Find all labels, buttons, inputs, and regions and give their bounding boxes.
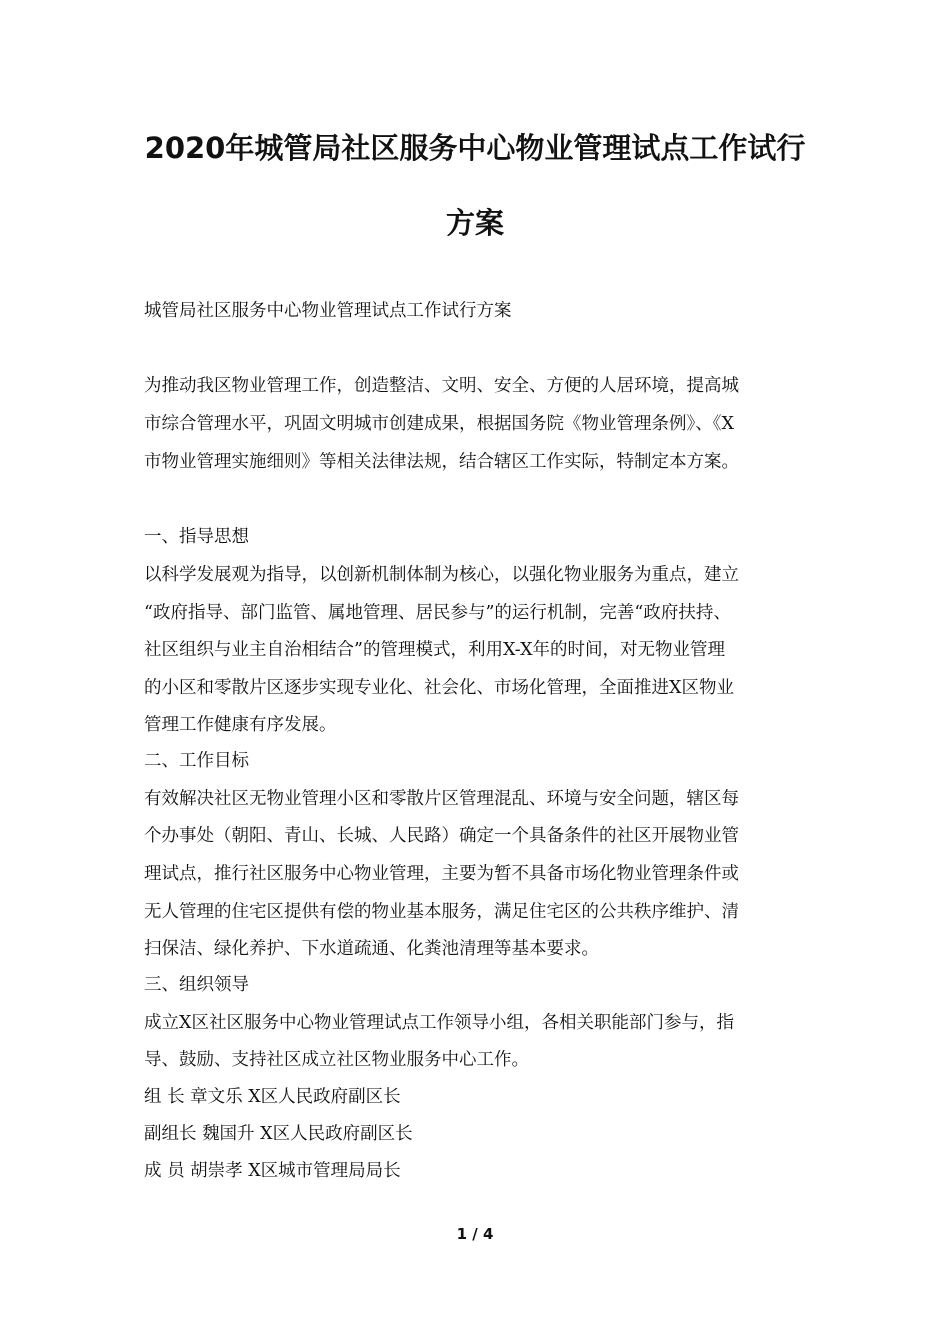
member-deputy-leader: 副组长 魏国升 X区人民政府副区长 [144, 1124, 413, 1144]
section-2-line-5: 扫保洁、绿化养护、下水道疏通、化粪池清理等基本要求。 [144, 939, 599, 959]
section-2-line-1: 有效解决社区无物业管理小区和零散片区管理混乱、环境与安全问题，辖区每 [144, 789, 739, 809]
section-1-line-2: “政府指导、部门监管、属地管理、居民参与”的运行机制，完善“政府扶持、 [144, 603, 731, 623]
section-2-line-3: 理试点，推行社区服务中心物业管理，主要为暂不具备市场化物业管理条件或 [144, 864, 739, 884]
section-heading-2: 二、工作目标 [144, 751, 249, 771]
member-member: 成 员 胡崇孝 X区城市管理局局长 [144, 1161, 401, 1181]
section-1-line-5: 管理工作健康有序发展。 [144, 715, 337, 735]
intro-line-1: 为推动我区物业管理工作，创造整洁、文明、安全、方便的人居环境，提高城 [144, 376, 739, 396]
document-title-line-1: 2020年城管局社区服务中心物业管理试点工作试行 [144, 131, 806, 165]
section-2-line-4: 无人管理的住宅区提供有偿的物业基本服务，满足住宅区的公共秩序维护、清 [144, 902, 739, 922]
intro-line-3: 市物业管理实施细则》等相关法律法规，结合辖区工作实际，特制定本方案。 [144, 452, 739, 472]
page-number: 1 / 4 [456, 1225, 494, 1243]
section-3-line-2: 导、鼓励、支持社区成立社区物业服务中心工作。 [144, 1050, 529, 1070]
section-2-line-2: 个办事处（朝阳、青山、长城、人民路）确定一个具备条件的社区开展物业管 [144, 826, 739, 846]
section-heading-3: 三、组织领导 [144, 975, 249, 995]
section-1-line-1: 以科学发展观为指导，以创新机制体制为核心，以强化物业服务为重点，建立 [144, 565, 739, 585]
section-1-line-3: 社区组织与业主自治相结合”的管理模式，利用X-X年的时间，对无物业管理 [144, 640, 726, 660]
section-heading-1: 一、指导思想 [144, 527, 249, 547]
intro-line-2: 市综合管理水平，巩固文明城市创建成果，根据国务院《物业管理条例》、《X [144, 414, 734, 434]
subtitle-line: 城管局社区服务中心物业管理试点工作试行方案 [144, 301, 512, 321]
document-title-line-2: 方案 [445, 206, 504, 240]
section-3-line-1: 成立X区社区服务中心物业管理试点工作领导小组，各相关职能部门参与，指 [144, 1013, 734, 1033]
member-leader: 组 长 章文乐 X区人民政府副区长 [144, 1087, 401, 1107]
section-1-line-4: 的小区和零散片区逐步实现专业化、社会化、市场化管理，全面推进X区物业 [144, 678, 734, 698]
